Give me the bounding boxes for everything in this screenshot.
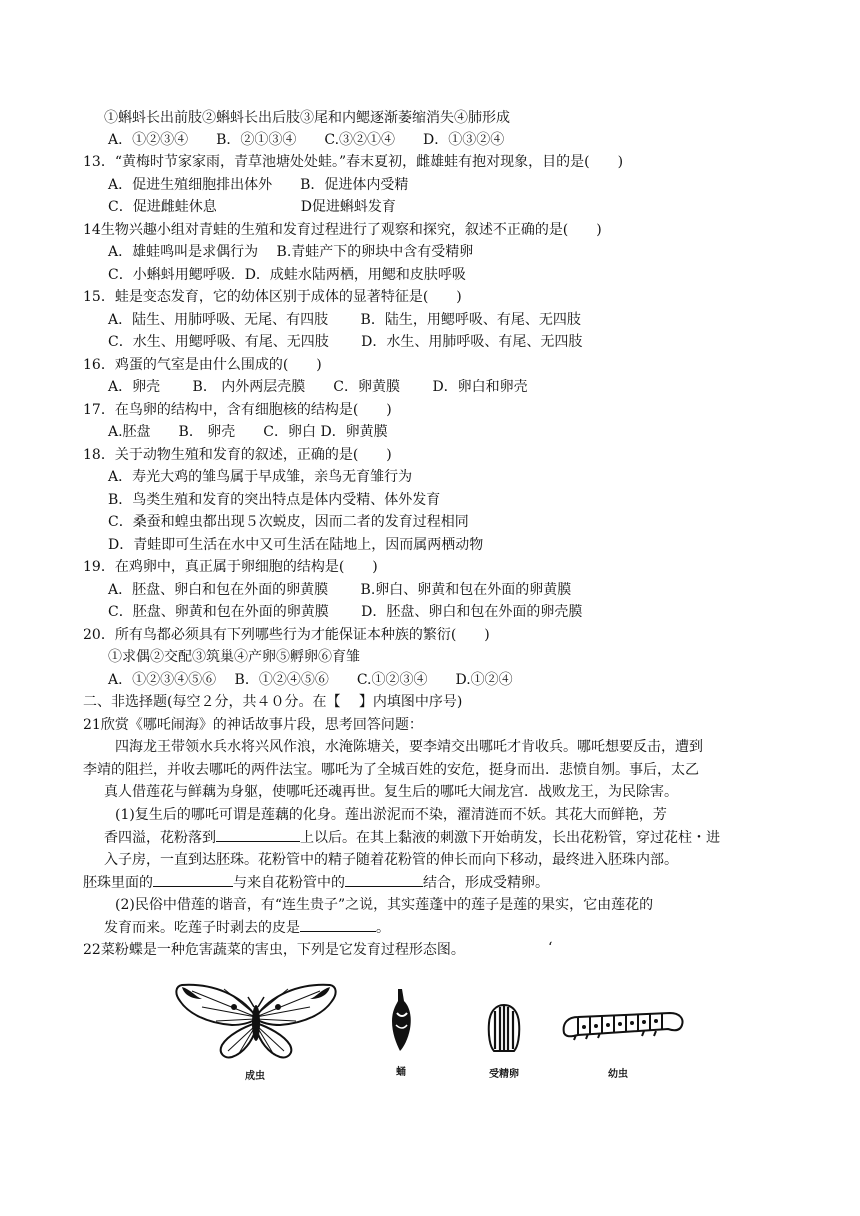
adult-butterfly-icon xyxy=(172,979,340,1063)
q21-part2-text-before: 发育而来。吃莲子时剥去的皮是 xyxy=(104,920,300,936)
answer-blank-2[interactable] xyxy=(153,872,233,887)
pupa-icon xyxy=(388,987,414,1053)
q21-part1-text-b: 与来自花粉管中的 xyxy=(233,875,345,891)
answer-blank-4[interactable] xyxy=(300,917,376,932)
q12-steps: ①蝌蚪长出前肢②蝌蚪长出后肢③尾和内鳃逐渐萎缩消失④肺形成 xyxy=(104,110,510,126)
answer-blank-1[interactable] xyxy=(216,827,300,842)
q19-options-ab: A．胚盘、卵白和包在外面的卵黄膜 B.卵白、卵黄和包在外面的卵黄膜 xyxy=(108,582,572,598)
q15-stem: 15．蛙是变态发育，它的幼体区别于成体的显著特征是( ) xyxy=(83,289,462,305)
q13-options-ab: A．促进生殖细胞排出体外 B．促进体内受精 xyxy=(108,177,409,193)
q21-stem: 21欣赏《哪吒闹海》的神话故事片段，思考回答问题： xyxy=(83,717,423,733)
q16-options: A．卵壳 B． 内外两层壳膜 C．卵黄膜 D．卵白和卵壳 xyxy=(108,379,528,395)
caption-pupa: 蛹 xyxy=(396,1067,406,1078)
q17-options: A.胚盘 B． 卵壳 C．卵白 D．卵黄膜 xyxy=(108,424,388,440)
q16-stem: 16．鸡蛋的气室是由什么围成的( ) xyxy=(83,357,322,373)
q21-part2-line-2 xyxy=(104,917,390,938)
fertilized-egg-icon xyxy=(486,1003,522,1053)
caption-adult: 成虫 xyxy=(245,1071,265,1082)
q13-stem: 13．“黄梅时节家家雨，青草池塘处处蛙。”春末夏初，雌雄蛙有抱对现象，目的是( ) xyxy=(83,154,624,170)
section-two-heading: 二、非选择题(每空２分，共４０分。在【 】内填图中序号) xyxy=(83,694,463,710)
q21-part1-text-a: 胚珠里面的 xyxy=(83,875,153,891)
q18-option-d: D．青蛙即可生活在水中又可生活在陆地上，因而属两栖动物 xyxy=(108,537,484,553)
q21-story-line-3: 真人借莲花与鲜藕为身躯，使哪吒还魂再世。复生后的哪吒大闹龙宫．战败龙王，为民除害。 xyxy=(104,784,678,800)
q21-part1-line-2 xyxy=(104,827,720,848)
q21-part1-line-4 xyxy=(83,872,549,893)
q15-options-ab: A．陆生、用肺呼吸、无尾、有四肢 B．陆生，用鳃呼吸、有尾、无四肢 xyxy=(108,312,581,328)
q21-story-line-2: 李靖的阻拦，并收去哪吒的两件法宝。哪吒为了全城百姓的安危，挺身而出．悲愤自刎。事后，太乙 xyxy=(83,762,699,778)
q20-behaviors: ①求偶②交配③筑巢④产卵⑤孵卵⑥育雏 xyxy=(108,649,360,665)
q14-options-cd: C．小蝌蚪用鳃呼吸．D．成蛙水陆两栖，用鳃和皮肤呼吸 xyxy=(108,267,466,283)
q21-part2-line-1: (2)民俗中借莲的谐音，有“连生贵子”之说，其实莲蓬中的莲子是莲的果实，它由莲花的 xyxy=(115,897,654,913)
q21-part1-text-after: 上以后。在其上黏液的刺激下开始萌发，长出花粉管，穿过花柱・进 xyxy=(300,830,720,846)
q21-part1-line-3: 入子房，一直到达胚珠。花粉管中的精子随着花粉管的伸长而向下移动，最终进入胚珠内部。 xyxy=(104,852,678,868)
answer-blank-3[interactable] xyxy=(345,872,423,887)
q17-stem: 17．在鸟卵的结构中，含有细胞核的结构是( ) xyxy=(83,402,392,418)
q19-stem: 19．在鸡卵中，真正属于卵细胞的结构是( ) xyxy=(83,559,378,575)
q21-story-line-1: 四海龙王带领水兵水将兴风作浪，水淹陈塘关，要李靖交出哪吒才肯收兵。哪吒想要反击，遭到 xyxy=(115,739,703,755)
q21-part2-text-after: 。 xyxy=(376,920,390,936)
q21-part1-text-c: 结合，形成受精卵。 xyxy=(423,875,549,891)
stray-mark: ‘ xyxy=(548,940,553,956)
q14-stem: 14生物兴趣小组对青蛙的生殖和发育过程进行了观察和探究，叙述不正确的是( ) xyxy=(83,222,602,238)
q18-option-b: B．鸟类生殖和发育的突出特点是体内受精、体外发育 xyxy=(108,492,441,508)
caption-egg: 受精卵 xyxy=(489,1069,519,1080)
q21-part1-line-1: (1)复生后的哪吒可谓是莲藕的化身。莲出淤泥而不染，濯清涟而不妖。其花大而鲜艳，芳 xyxy=(115,807,667,823)
q20-stem: 20．所有鸟都必须具有下列哪些行为才能保证本种族的繁衍( ) xyxy=(83,627,490,643)
q14-options-ab: A．雄蛙鸣叫是求偶行为 B.青蛙产下的卵块中含有受精卵 xyxy=(108,244,474,260)
q15-options-cd: C．水生、用鳃呼吸、有尾、无四肢 D．水生、用肺呼吸、有尾、无四肢 xyxy=(108,334,583,350)
q20-options: A．①②③④⑤⑥ B．①②④⑤⑥ C.①②③④ D.①②④ xyxy=(108,672,513,688)
q12-options: A．①②③④ B．②①③④ C.③②①④ D．①③②④ xyxy=(108,132,505,148)
cabbage-butterfly-figure xyxy=(170,975,710,1085)
q21-part1-text-before: 香四溢，花粉落到 xyxy=(104,830,216,846)
q18-option-c: C．桑蚕和蝗虫都出现５次蜕皮，因而二者的发育过程相同 xyxy=(108,514,469,530)
q13-options-cd: C．促进雌蛙休息 D促进蝌蚪发育 xyxy=(108,199,396,215)
q19-options-cd: C．胚盘、卵黄和包在外面的卵黄膜 D．胚盘、卵白和包在外面的卵壳膜 xyxy=(108,604,583,620)
q18-stem: 18．关于动物生殖和发育的叙述，正确的是( ) xyxy=(83,447,392,463)
q22-stem: 22菜粉蝶是一种危害蔬菜的害虫，下列是它发育过程形态图。 xyxy=(83,942,465,958)
q18-option-a: A．寿光大鸡的雏鸟属于早成雏，亲鸟无育雏行为 xyxy=(108,469,413,485)
caption-larva: 幼虫 xyxy=(608,1069,628,1080)
larva-icon xyxy=(558,1007,688,1041)
